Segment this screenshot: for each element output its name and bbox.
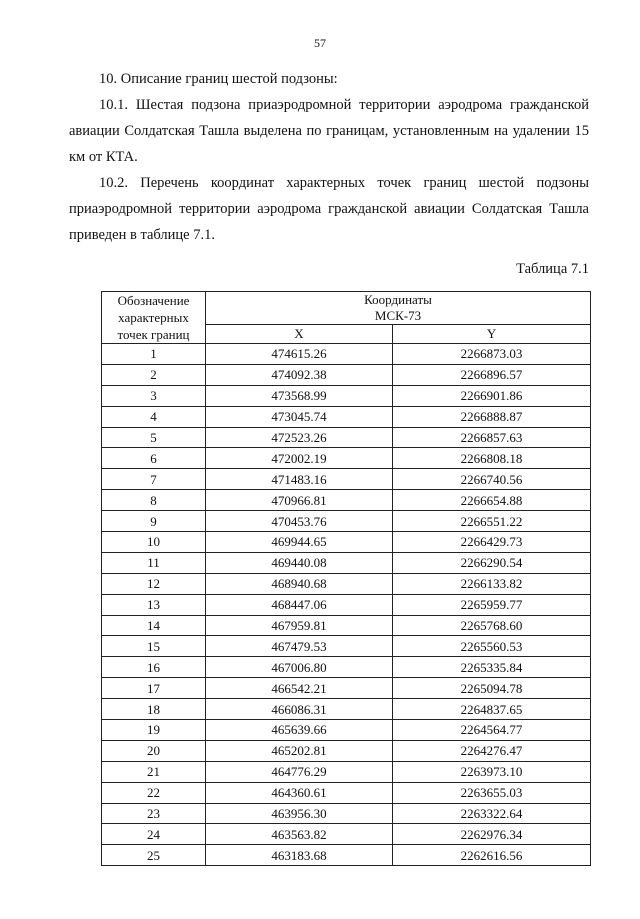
cell-x: 467479.53	[206, 636, 393, 657]
table-row	[102, 761, 591, 782]
cell-y: 2266290.54	[393, 552, 591, 573]
cell-x: 472002.19	[206, 448, 393, 469]
header-point-line: Обозначение	[117, 293, 190, 308]
table-row	[102, 511, 591, 532]
paragraph-coordinates-list: 10.2. Перечень координат характерных точек границ шестой подзоны приаэродромной территории аэродрома гражданской авиации Солдатская Ташла приведен в таблице 7.1.	[69, 175, 589, 243]
cell-point: 6	[102, 448, 206, 469]
cell-point: 3	[102, 385, 206, 406]
table-row	[102, 532, 591, 553]
coordinates-table	[101, 291, 591, 866]
cell-y: 2265959.77	[393, 594, 591, 615]
cell-y: 2262616.56	[393, 845, 591, 866]
page-number: 57	[314, 36, 326, 50]
cell-y: 2266654.88	[393, 490, 591, 511]
cell-y: 2263655.03	[393, 782, 591, 803]
cell-x: 467006.80	[206, 657, 393, 678]
table-row	[102, 720, 591, 741]
header-coordinates	[206, 292, 591, 325]
cell-y: 2266551.22	[393, 511, 591, 532]
table-row	[102, 448, 591, 469]
table-row	[102, 406, 591, 427]
cell-y: 2265768.60	[393, 615, 591, 636]
cell-x: 473045.74	[206, 406, 393, 427]
cell-y: 2262976.34	[393, 824, 591, 845]
cell-point: 4	[102, 406, 206, 427]
table-row	[102, 824, 591, 845]
cell-y: 2265335.84	[393, 657, 591, 678]
cell-point: 21	[102, 761, 206, 782]
table-row	[102, 845, 591, 866]
header-x: X	[206, 325, 393, 344]
header-coordinates-system: МСК-73	[374, 308, 422, 323]
cell-x: 466086.31	[206, 699, 393, 720]
cell-y: 2264564.77	[393, 720, 591, 741]
table-row	[102, 490, 591, 511]
header-point-designation	[102, 292, 206, 344]
cell-point: 10	[102, 532, 206, 553]
cell-x: 474092.38	[206, 364, 393, 385]
cell-point: 7	[102, 469, 206, 490]
table-row	[102, 344, 591, 365]
header-point-line: характерных	[118, 310, 189, 325]
cell-point: 5	[102, 427, 206, 448]
cell-x: 463183.68	[206, 845, 393, 866]
cell-point: 9	[102, 511, 206, 532]
table-row	[102, 678, 591, 699]
table-row	[102, 740, 591, 761]
cell-x: 474615.26	[206, 344, 393, 365]
cell-y: 2266429.73	[393, 532, 591, 553]
cell-y: 2266857.63	[393, 427, 591, 448]
table-row	[102, 469, 591, 490]
cell-point: 15	[102, 636, 206, 657]
cell-x: 463563.82	[206, 824, 393, 845]
cell-x: 470453.76	[206, 511, 393, 532]
table-row	[102, 657, 591, 678]
cell-point: 20	[102, 740, 206, 761]
cell-point: 23	[102, 803, 206, 824]
table-row	[102, 699, 591, 720]
header-coordinates-line: Координаты	[364, 292, 432, 307]
table-row	[102, 803, 591, 824]
header-y: Y	[393, 325, 591, 344]
cell-x: 470966.81	[206, 490, 393, 511]
cell-y: 2266740.56	[393, 469, 591, 490]
cell-x: 464360.61	[206, 782, 393, 803]
cell-y: 2266901.86	[393, 385, 591, 406]
table-row	[102, 594, 591, 615]
cell-x: 467959.81	[206, 615, 393, 636]
cell-y: 2263973.10	[393, 761, 591, 782]
cell-x: 469944.65	[206, 532, 393, 553]
cell-point: 1	[102, 344, 206, 365]
cell-y: 2265560.53	[393, 636, 591, 657]
cell-x: 468940.68	[206, 573, 393, 594]
table-row	[102, 782, 591, 803]
cell-x: 464776.29	[206, 761, 393, 782]
cell-y: 2265094.78	[393, 678, 591, 699]
table-row	[102, 427, 591, 448]
table-body	[102, 344, 591, 866]
cell-x: 473568.99	[206, 385, 393, 406]
cell-x: 465202.81	[206, 740, 393, 761]
cell-y: 2266896.57	[393, 364, 591, 385]
cell-x: 468447.06	[206, 594, 393, 615]
cell-point: 16	[102, 657, 206, 678]
cell-x: 466542.21	[206, 678, 393, 699]
cell-point: 13	[102, 594, 206, 615]
cell-y: 2266873.03	[393, 344, 591, 365]
cell-y: 2263322.64	[393, 803, 591, 824]
cell-x: 465639.66	[206, 720, 393, 741]
cell-point: 18	[102, 699, 206, 720]
cell-y: 2264837.65	[393, 699, 591, 720]
table-row	[102, 615, 591, 636]
cell-point: 8	[102, 490, 206, 511]
cell-x: 463956.30	[206, 803, 393, 824]
cell-point: 22	[102, 782, 206, 803]
cell-point: 17	[102, 678, 206, 699]
cell-x: 472523.26	[206, 427, 393, 448]
cell-point: 19	[102, 720, 206, 741]
cell-point: 14	[102, 615, 206, 636]
table-row	[102, 552, 591, 573]
paragraph-subzone-description: 10.1. Шестая подзона приаэродромной территории аэродрома гражданской авиации Солдатская Ташла выделена по границам, установленным на удалении 15 км от КТА.	[69, 97, 589, 165]
table-row	[102, 385, 591, 406]
table-caption: Таблица 7.1	[516, 261, 589, 277]
cell-y: 2264276.47	[393, 740, 591, 761]
cell-point: 12	[102, 573, 206, 594]
cell-point: 2	[102, 364, 206, 385]
cell-y: 2266133.82	[393, 573, 591, 594]
table-row	[102, 636, 591, 657]
table-row	[102, 573, 591, 594]
section-heading: 10. Описание границ шестой подзоны:	[99, 71, 338, 87]
table-row	[102, 364, 591, 385]
cell-point: 11	[102, 552, 206, 573]
cell-x: 469440.08	[206, 552, 393, 573]
cell-point: 24	[102, 824, 206, 845]
header-point-line: точек границ	[117, 327, 190, 342]
table-header	[102, 292, 591, 344]
cell-x: 471483.16	[206, 469, 393, 490]
cell-y: 2266808.18	[393, 448, 591, 469]
cell-point: 25	[102, 845, 206, 866]
cell-y: 2266888.87	[393, 406, 591, 427]
